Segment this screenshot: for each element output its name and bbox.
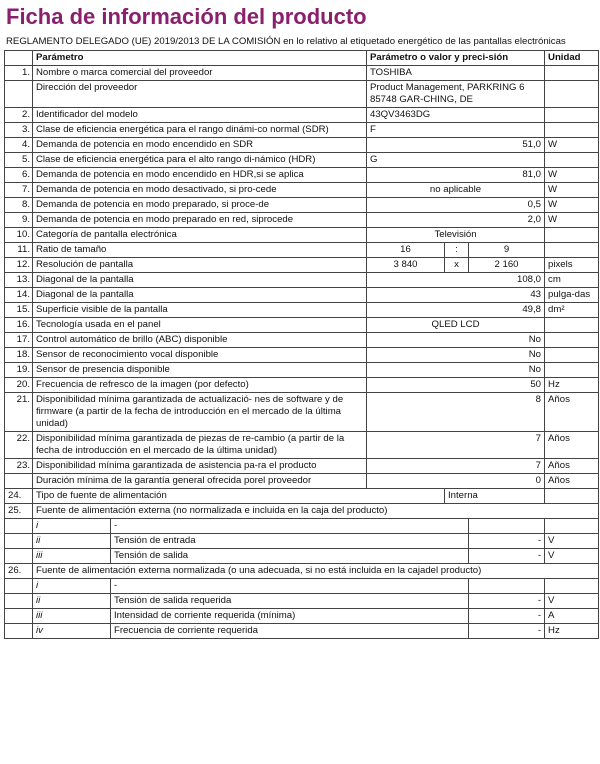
row-number xyxy=(5,579,33,594)
row-parameter: Nombre o marca comercial del proveedor xyxy=(33,66,367,81)
subrow-parameter: Frecuencia de corriente requerida xyxy=(111,624,469,639)
table-row xyxy=(5,198,599,213)
table-row xyxy=(5,288,599,303)
row-number xyxy=(5,624,33,639)
row-unit xyxy=(545,108,599,123)
table-row xyxy=(5,348,599,363)
row-number: 17. xyxy=(5,333,33,348)
row-number xyxy=(5,519,33,534)
row-value: 7 xyxy=(367,459,545,474)
row-parameter: Dirección del proveedor xyxy=(33,81,367,108)
table-row xyxy=(5,153,599,168)
row-value: 43QV3463DG xyxy=(367,108,545,123)
header-param: Parámetro xyxy=(33,51,367,66)
row-unit xyxy=(545,66,599,81)
row-number: 2. xyxy=(5,108,33,123)
row-value: Interna xyxy=(445,489,545,504)
row-unit: cm xyxy=(545,273,599,288)
row-number xyxy=(5,594,33,609)
subrow-unit: V xyxy=(545,534,599,549)
row-value: Product Management, PARKRING 6 85748 GAR-CHING, DE xyxy=(367,81,545,108)
row-parameter: Sensor de presencia disponible xyxy=(33,363,367,378)
row-parameter: Demanda de potencia en modo preparado, si proce-de xyxy=(33,198,367,213)
row-number: 16. xyxy=(5,318,33,333)
page-title: Ficha de información del producto xyxy=(6,4,367,29)
table-row xyxy=(5,81,599,108)
subrow-value: - xyxy=(469,624,545,639)
row-number: 1. xyxy=(5,66,33,81)
row-value: F xyxy=(367,123,545,138)
row-value: No xyxy=(367,363,545,378)
row-parameter: Demanda de potencia en modo desactivado, si pro-cede xyxy=(33,183,367,198)
row-value: Televisión xyxy=(367,228,545,243)
subrow-unit xyxy=(545,519,599,534)
row-value-1: 16 xyxy=(367,243,445,258)
table-row xyxy=(5,459,599,474)
row-value: 7 xyxy=(367,432,545,459)
subrow-number: i xyxy=(33,579,111,594)
row-number: 7. xyxy=(5,183,33,198)
table-row xyxy=(5,108,599,123)
row-number: 21. xyxy=(5,393,33,432)
table-row xyxy=(5,303,599,318)
table-subrow xyxy=(5,624,599,639)
subrow-parameter: Tensión de salida xyxy=(111,549,469,564)
row-parameter: Ratio de tamaño xyxy=(33,243,367,258)
row-parameter: Demanda de potencia en modo preparado en red, siprocede xyxy=(33,213,367,228)
row-unit xyxy=(545,348,599,363)
row-parameter: Disponibilidad mínima garantizada de asistencia pa-ra el producto xyxy=(33,459,367,474)
row-value: TOSHIBA xyxy=(367,66,545,81)
table-row xyxy=(5,432,599,459)
table-row xyxy=(5,504,599,519)
row-number: 3. xyxy=(5,123,33,138)
table-row xyxy=(5,258,599,273)
row-number: 25. xyxy=(5,504,33,519)
row-parameter: Superficie visible de la pantalla xyxy=(33,303,367,318)
table-row xyxy=(5,66,599,81)
row-separator: x xyxy=(445,258,469,273)
row-parameter: Resolución de pantalla xyxy=(33,258,367,273)
row-unit xyxy=(545,489,599,504)
table-row xyxy=(5,273,599,288)
row-number xyxy=(5,549,33,564)
table-row xyxy=(5,123,599,138)
row-unit: W xyxy=(545,168,599,183)
row-value-2: 9 xyxy=(469,243,545,258)
row-number: 26. xyxy=(5,564,33,579)
regulation-subtitle: REGLAMENTO DELEGADO (UE) 2019/2013 DE LA COMISIÓN en lo relativo al etiquetado energético de las pantallas electrónicas xyxy=(6,36,566,47)
row-number xyxy=(5,474,33,489)
row-value: no aplicable xyxy=(367,183,545,198)
row-unit xyxy=(545,333,599,348)
table-row xyxy=(5,318,599,333)
row-parameter: Demanda de potencia en modo encendido en SDR xyxy=(33,138,367,153)
row-parameter: Diagonal de la pantalla xyxy=(33,288,367,303)
row-number xyxy=(5,81,33,108)
row-parameter: Tecnología usada en el panel xyxy=(33,318,367,333)
row-parameter: Duración mínima de la garantía general ofrecida porel proveedor xyxy=(33,474,367,489)
row-unit: Años xyxy=(545,393,599,432)
row-value: 0,5 xyxy=(367,198,545,213)
table-subrow xyxy=(5,579,599,594)
row-value: 2,0 xyxy=(367,213,545,228)
row-value: 50 xyxy=(367,378,545,393)
row-value: No xyxy=(367,348,545,363)
row-number: 12. xyxy=(5,258,33,273)
row-parameter: Tipo de fuente de alimentación xyxy=(33,489,445,504)
row-separator: : xyxy=(445,243,469,258)
row-number: 18. xyxy=(5,348,33,363)
subrow-value xyxy=(469,519,545,534)
table-row xyxy=(5,378,599,393)
row-value-2: 2 160 xyxy=(469,258,545,273)
row-unit: W xyxy=(545,198,599,213)
row-value: 43 xyxy=(367,288,545,303)
row-value: 51,0 xyxy=(367,138,545,153)
subrow-unit xyxy=(545,579,599,594)
header-value: Parámetro o valor y preci-sión xyxy=(367,51,545,66)
row-parameter: Demanda de potencia en modo encendido en HDR,si se aplica xyxy=(33,168,367,183)
row-unit: W xyxy=(545,183,599,198)
subrow-unit: V xyxy=(545,549,599,564)
row-number: 14. xyxy=(5,288,33,303)
row-number xyxy=(5,534,33,549)
row-unit xyxy=(545,153,599,168)
row-value: 8 xyxy=(367,393,545,432)
row-unit: W xyxy=(545,213,599,228)
subrow-number: ii xyxy=(33,534,111,549)
table-row xyxy=(5,333,599,348)
row-number: 24. xyxy=(5,489,33,504)
subrow-parameter: Tensión de entrada xyxy=(111,534,469,549)
row-unit: Años xyxy=(545,474,599,489)
table-subrow xyxy=(5,594,599,609)
row-parameter: Control automático de brillo (ABC) disponible xyxy=(33,333,367,348)
table-row xyxy=(5,183,599,198)
table-row xyxy=(5,393,599,432)
row-unit xyxy=(545,81,599,108)
row-parameter: Diagonal de la pantalla xyxy=(33,273,367,288)
subrow-number: iii xyxy=(33,549,111,564)
row-unit: W xyxy=(545,138,599,153)
subrow-unit: Hz xyxy=(545,624,599,639)
table-subrow xyxy=(5,549,599,564)
table-header xyxy=(5,51,599,66)
row-number: 5. xyxy=(5,153,33,168)
header-unit: Unidad xyxy=(545,51,599,66)
subrow-number: iii xyxy=(33,609,111,624)
table-row xyxy=(5,138,599,153)
row-number: 4. xyxy=(5,138,33,153)
subrow-unit: V xyxy=(545,594,599,609)
row-number: 11. xyxy=(5,243,33,258)
row-number: 10. xyxy=(5,228,33,243)
row-parameter: Clase de eficiencia energética para el rango dinámi-co normal (SDR) xyxy=(33,123,367,138)
row-number: 8. xyxy=(5,198,33,213)
row-parameter: Disponibilidad mínima garantizada de piezas de re-cambio (a partir de la fecha de introducción en el mercado de la última unidad) xyxy=(33,432,367,459)
row-value: 108,0 xyxy=(367,273,545,288)
table-subrow xyxy=(5,534,599,549)
row-parameter: Sensor de reconocimiento vocal disponible xyxy=(33,348,367,363)
row-unit: pulga-das xyxy=(545,288,599,303)
table-row xyxy=(5,474,599,489)
row-number: 15. xyxy=(5,303,33,318)
row-unit xyxy=(545,123,599,138)
row-number: 23. xyxy=(5,459,33,474)
subrow-number: ii xyxy=(33,594,111,609)
row-unit xyxy=(545,243,599,258)
row-number xyxy=(5,609,33,624)
subrow-value xyxy=(469,579,545,594)
row-number: 6. xyxy=(5,168,33,183)
table-row xyxy=(5,228,599,243)
row-unit xyxy=(545,363,599,378)
row-unit: Años xyxy=(545,459,599,474)
subrow-value: - xyxy=(469,534,545,549)
row-number: 19. xyxy=(5,363,33,378)
row-value-1: 3 840 xyxy=(367,258,445,273)
row-value: G xyxy=(367,153,545,168)
subrow-parameter: - xyxy=(111,579,469,594)
subrow-number: i xyxy=(33,519,111,534)
table-row xyxy=(5,564,599,579)
table-row xyxy=(5,489,599,504)
row-value: 0 xyxy=(367,474,545,489)
table-subrow xyxy=(5,519,599,534)
row-unit: Hz xyxy=(545,378,599,393)
row-unit: dm² xyxy=(545,303,599,318)
subrow-value: - xyxy=(469,594,545,609)
table-row xyxy=(5,243,599,258)
subrow-parameter: - xyxy=(111,519,469,534)
row-unit: Años xyxy=(545,432,599,459)
row-number: 20. xyxy=(5,378,33,393)
row-unit xyxy=(545,318,599,333)
row-parameter: Fuente de alimentación externa normalizada (o una adecuada, si no está incluida en la cajadel producto) xyxy=(33,564,599,579)
subrow-value: - xyxy=(469,609,545,624)
row-number: 13. xyxy=(5,273,33,288)
subrow-number: iv xyxy=(33,624,111,639)
row-parameter: Identificador del modelo xyxy=(33,108,367,123)
row-value: QLED LCD xyxy=(367,318,545,333)
subrow-parameter: Tensión de salida requerida xyxy=(111,594,469,609)
row-number: 22. xyxy=(5,432,33,459)
table-subrow xyxy=(5,609,599,624)
row-unit xyxy=(545,228,599,243)
table-row xyxy=(5,168,599,183)
row-parameter: Fuente de alimentación externa (no normalizada e incluida en la caja del producto) xyxy=(33,504,599,519)
table-row xyxy=(5,363,599,378)
row-unit: pixels xyxy=(545,258,599,273)
table-row xyxy=(5,213,599,228)
row-value: 81,0 xyxy=(367,168,545,183)
subrow-value: - xyxy=(469,549,545,564)
row-parameter: Disponibilidad mínima garantizada de actualizació- nes de software y de firmware (a partir de la fecha de introducción en el mercado de la última unidad) xyxy=(33,393,367,432)
row-parameter: Clase de eficiencia energética para el alto rango di-námico (HDR) xyxy=(33,153,367,168)
row-parameter: Frecuencia de refresco de la imagen (por defecto) xyxy=(33,378,367,393)
product-info-table xyxy=(4,50,599,639)
row-value: No xyxy=(367,333,545,348)
subrow-parameter: Intensidad de corriente requerida (mínima) xyxy=(111,609,469,624)
row-number: 9. xyxy=(5,213,33,228)
row-parameter: Categoría de pantalla electrónica xyxy=(33,228,367,243)
row-value: 49,8 xyxy=(367,303,545,318)
subrow-unit: A xyxy=(545,609,599,624)
